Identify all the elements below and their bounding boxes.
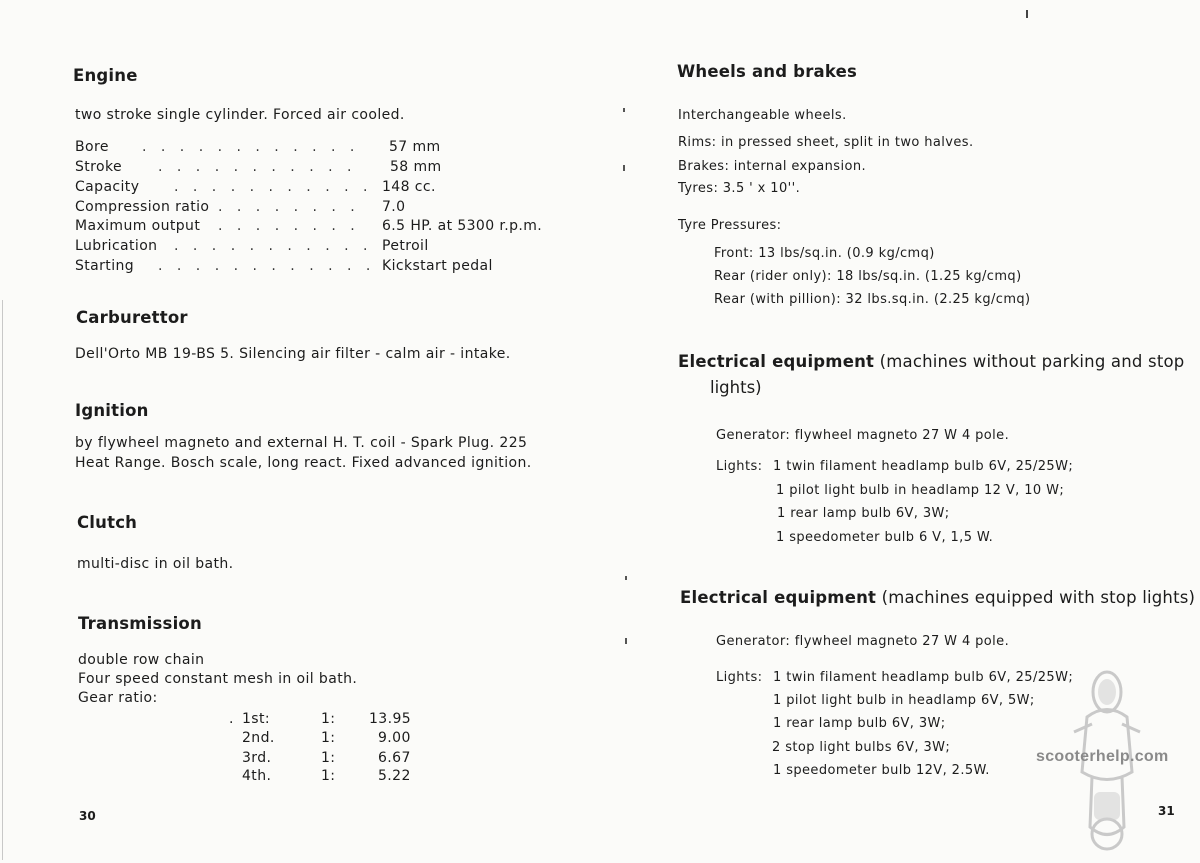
scan-edge xyxy=(2,300,3,860)
spec-value: Kickstart pedal xyxy=(382,258,493,274)
transmission-heading: Transmission xyxy=(78,614,202,633)
leader-dots: . . . . . . . . xyxy=(218,199,360,215)
scan-speck xyxy=(623,108,625,112)
light-item-2-5: 1 speedometer bulb 12V, 2.5W. xyxy=(773,763,990,778)
electrical-heading-1 xyxy=(678,352,1184,371)
clutch-description: multi-disc in oil bath. xyxy=(77,556,234,572)
tyre-pressure-rear-rider: Rear (rider only): 18 lbs/sq.in. (1.25 kg/cmq) xyxy=(714,269,1022,284)
tyre-pressure-rear-pillion: Rear (with pillion): 32 lbs.sq.in. (2.25 kg/cmq) xyxy=(714,292,1031,307)
engine-heading: Engine xyxy=(73,66,138,85)
page-number-left: 30 xyxy=(79,809,96,823)
spec-row xyxy=(75,218,200,234)
spec-value: Petroil xyxy=(382,238,429,254)
gear-label: 4th. xyxy=(242,768,272,784)
page-number-right: 31 xyxy=(1158,804,1175,818)
gear-label: 2nd. xyxy=(242,730,275,746)
electrical-heading-2-rest: (machines equipped with stop lights) xyxy=(881,588,1196,607)
spec-row xyxy=(75,238,157,254)
spec-value: 7.0 xyxy=(382,199,406,215)
leader-dots: . . . . . . . . . . . xyxy=(158,159,357,175)
light-item-1-2: 1 pilot light bulb in headlamp 12 V, 10 W; xyxy=(776,483,1065,498)
light-item-1-4: 1 speedometer bulb 6 V, 1,5 W. xyxy=(776,530,994,545)
spec-row xyxy=(75,159,122,175)
spec-row xyxy=(75,179,139,195)
leader-dots: . . . . . . . . . . . . xyxy=(142,139,360,155)
leader-dots: . . . . . . . . . . . xyxy=(174,179,373,195)
gear-ratio: 13.95 xyxy=(369,711,412,727)
wheels-line-3: Brakes: internal expansion. xyxy=(678,159,867,174)
electrical-heading-2-bold: Electrical equipment xyxy=(680,588,877,607)
tyre-pressure-front: Front: 13 lbs/sq.in. (0.9 kg/cmq) xyxy=(714,246,935,261)
lights-label-2: Lights: xyxy=(716,670,763,685)
clutch-heading: Clutch xyxy=(77,513,138,532)
spec-label: Maximum output xyxy=(75,218,201,234)
spec-label: Stroke xyxy=(75,159,123,175)
transmission-line-3: Gear ratio: xyxy=(78,690,158,706)
spec-value: 6.5 HP. at 5300 r.p.m. xyxy=(382,218,543,234)
spec-row xyxy=(75,258,134,274)
gear-separator: 1: xyxy=(321,711,336,727)
spec-row xyxy=(75,139,109,155)
generator-1: Generator: flywheel magneto 27 W 4 pole. xyxy=(716,428,1010,443)
tyre-pressures-label: Tyre Pressures: xyxy=(678,218,782,233)
spec-label: Starting xyxy=(75,258,135,274)
electrical-heading-1-cont: lights) xyxy=(710,378,762,397)
carburettor-description: Dell'Orto MB 19-BS 5. Silencing air filter - calm air - intake. xyxy=(75,346,511,362)
gear-label: 1st: xyxy=(242,711,271,727)
wheels-brakes-heading: Wheels and brakes xyxy=(677,62,858,81)
spec-value: 58 mm xyxy=(390,159,442,175)
light-item-1-1: 1 twin filament headlamp bulb 6V, 25/25W; xyxy=(773,459,1074,474)
gear-ratio: 6.67 xyxy=(378,750,411,766)
light-item-2-4: 2 stop light bulbs 6V, 3W; xyxy=(772,740,951,755)
ignition-line-2: Heat Range. Bosch scale, long react. Fixed advanced ignition. xyxy=(75,455,532,471)
electrical-heading-1-rest: (machines without parking and stop xyxy=(879,352,1185,371)
spec-label: Compression ratio xyxy=(75,199,210,215)
scan-speck xyxy=(623,165,625,171)
spec-label: Lubrication xyxy=(75,238,158,254)
transmission-line-1: double row chain xyxy=(78,652,205,668)
gear-bullet: . xyxy=(229,711,234,727)
wheels-line-4: Tyres: 3.5 ' x 10''. xyxy=(678,181,801,196)
electrical-heading-2 xyxy=(680,588,1195,607)
scan-speck xyxy=(625,638,627,644)
watermark-text: scooterhelp.com xyxy=(1036,748,1169,765)
spec-value: 148 cc. xyxy=(382,179,436,195)
light-item-2-3: 1 rear lamp bulb 6V, 3W; xyxy=(773,716,946,731)
transmission-line-2: Four speed constant mesh in oil bath. xyxy=(78,671,358,687)
ignition-heading: Ignition xyxy=(75,401,149,420)
light-item-2-1: 1 twin filament headlamp bulb 6V, 25/25W; xyxy=(773,670,1074,685)
spec-label: Capacity xyxy=(75,179,140,195)
electrical-heading-1-bold: Electrical equipment xyxy=(678,352,875,371)
engine-description: two stroke single cylinder. Forced air cooled. xyxy=(75,107,405,123)
gear-separator: 1: xyxy=(321,730,336,746)
wheels-line-1: Interchangeable wheels. xyxy=(678,108,847,123)
gear-label: 3rd. xyxy=(242,750,272,766)
gear-separator: 1: xyxy=(321,750,336,766)
gear-separator: 1: xyxy=(321,768,336,784)
gear-ratio: 9.00 xyxy=(378,730,411,746)
scan-speck xyxy=(625,576,627,580)
spec-label: Bore xyxy=(75,139,109,155)
leader-dots: . . . . . . . . . . . xyxy=(174,238,373,254)
light-item-2-2: 1 pilot light bulb in headlamp 6V, 5W; xyxy=(773,693,1035,708)
ignition-line-1: by flywheel magneto and external H. T. coil - Spark Plug. 225 xyxy=(75,435,528,451)
generator-2: Generator: flywheel magneto 27 W 4 pole. xyxy=(716,634,1010,649)
leader-dots: . . . . . . . . . . . . xyxy=(158,258,376,274)
lights-label-1: Lights: xyxy=(716,459,763,474)
wheels-line-2: Rims: in pressed sheet, split in two halves. xyxy=(678,135,974,150)
scan-speck xyxy=(1026,10,1028,18)
gear-ratio: 5.22 xyxy=(378,768,411,784)
carburettor-heading: Carburettor xyxy=(76,308,188,327)
spec-row xyxy=(75,199,209,215)
light-item-1-3: 1 rear lamp bulb 6V, 3W; xyxy=(777,506,950,521)
spec-value: 57 mm xyxy=(389,139,441,155)
leader-dots: . . . . . . . . xyxy=(218,218,360,234)
